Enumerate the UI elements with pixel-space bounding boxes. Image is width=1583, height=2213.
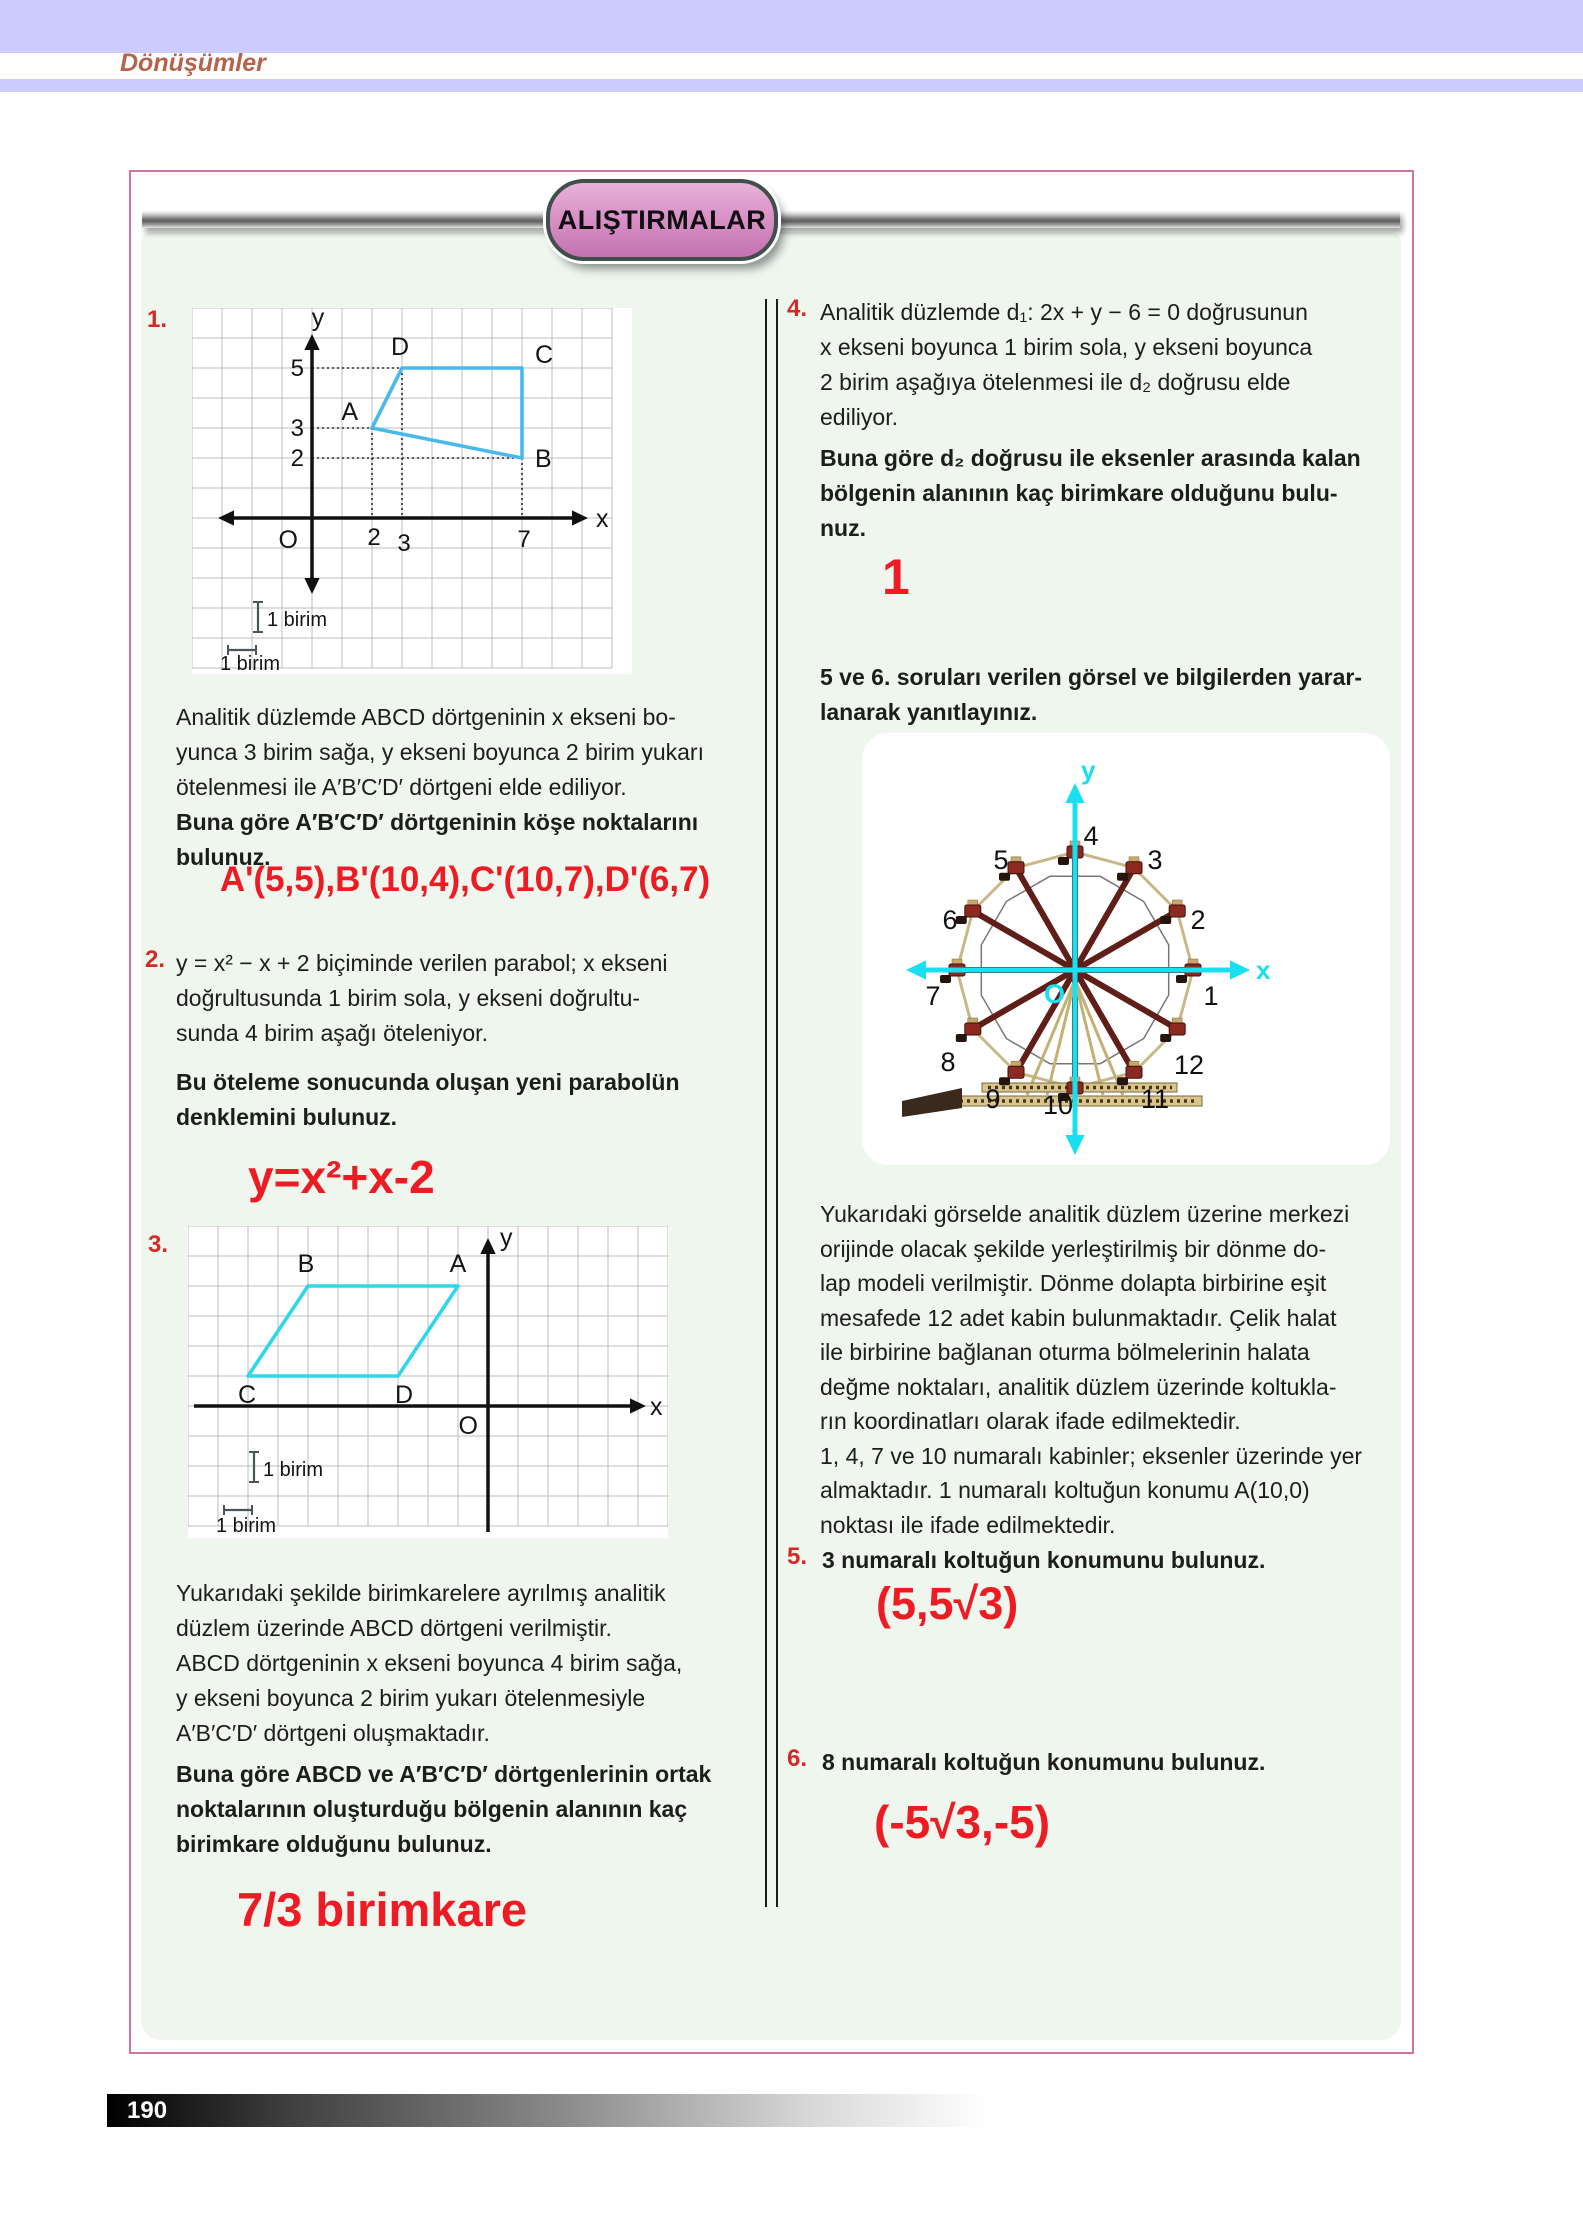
text-line: Yukarıdaki şekilde birimkarelere ayrılmış analitik [176, 1580, 666, 1606]
svg-text:C: C [237, 1381, 256, 1409]
svg-text:7: 7 [925, 981, 941, 1011]
exercises-title-pill [546, 179, 778, 261]
svg-text:12: 12 [1173, 1050, 1205, 1080]
svg-text:3: 3 [397, 530, 411, 557]
exercises-title: ALIŞTIRMALAR [557, 204, 767, 235]
svg-text:11: 11 [1140, 1084, 1170, 1114]
svg-text:4: 4 [1083, 821, 1099, 851]
svg-text:1 birim: 1 birim [267, 609, 328, 631]
problem-5-answer: (5,5√3) [876, 1578, 1019, 1629]
svg-text:3: 3 [290, 415, 304, 442]
text-line: denklemini bulunuz. [176, 1104, 398, 1130]
svg-text:1 birim: 1 birim [263, 1459, 324, 1481]
problem-3-answer: 7/3 birimkare [237, 1883, 528, 1936]
problem-6-answer: (-5√3,-5) [874, 1796, 1051, 1848]
svg-text:B: B [535, 445, 552, 473]
page-number: 190 [127, 2097, 168, 2124]
text-line: ile birbirine bağlanan oturma bölmelerinin halata [820, 1339, 1310, 1365]
text-line: 3 numaralı koltuğun konumunu bulunuz. [822, 1547, 1266, 1573]
text-line: bulunuz. [176, 844, 271, 870]
text-line: ötelenmesi ile A′B′C′D′ dörtgeni elde ediliyor. [176, 774, 627, 800]
text-line: değme noktaları, analitik düzlem üzerinde koltukla- [820, 1373, 1337, 1400]
problem-4-number: 4. [787, 295, 808, 322]
problem-3-number: 3. [148, 1231, 169, 1258]
text-line: rın koordinatları olarak ifade edilmektedir. [820, 1408, 1241, 1434]
text-line: 1, 4, 7 ve 10 numaralı kabinler; eksenler üzerinde yer [820, 1442, 1363, 1469]
text-line: lap modeli verilmiştir. Dönme dolapta birbirine eşit [820, 1270, 1327, 1296]
text-line: sunda 4 birim aşağı öteleniyor. [176, 1020, 488, 1046]
problem-1-number: 1. [147, 306, 168, 333]
svg-text:10: 10 [1042, 1090, 1074, 1120]
problem-1-answer: A'(5,5),B'(10,4),C'(10,7),D'(6,7) [219, 860, 711, 899]
text-line: mesafede 12 adet kabin bulunmaktadır. Çelik halat [820, 1304, 1337, 1331]
svg-text:O: O [278, 526, 298, 554]
problem-4-answer: 1 [882, 549, 910, 605]
text-line: y = x² − x + 2 biçiminde verilen parabol; x ekseni [176, 950, 668, 976]
svg-text:A: A [341, 398, 358, 426]
text-line: Analitik düzlemde d₁: 2x + y − 6 = 0 doğrusunun [820, 299, 1308, 325]
text-line: 2 birim aşağıya ötelenmesi ile d₂ doğrusu elde [820, 369, 1291, 395]
svg-text:1 birim: 1 birim [220, 653, 281, 674]
text-line: x ekseni boyunca 1 birim sola, y ekseni boyunca [820, 334, 1313, 360]
svg-text:5: 5 [290, 355, 304, 382]
svg-text:y: y [1081, 755, 1096, 785]
text-line: A′B′C′D′ dörtgeni oluşmaktadır. [176, 1720, 490, 1746]
problem-4-text [820, 295, 1361, 546]
svg-text:O: O [1043, 979, 1065, 1009]
text-line: birimkare olduğunu bulunuz. [176, 1831, 492, 1857]
text-line: ediliyor. [820, 404, 898, 430]
text-line: bölgenin alanının kaç birimkare olduğunu bulu- [820, 480, 1338, 506]
problem-2-text [176, 946, 680, 1135]
svg-text:B: B [297, 1250, 315, 1278]
svg-text:3: 3 [1147, 845, 1163, 875]
text-line: Analitik düzlemde ABCD dörtgeninin x ekseni bo- [176, 704, 676, 730]
text-line: orijinde olacak şekilde yerleştirilmiş bir dönme do- [820, 1235, 1327, 1262]
svg-text:x: x [596, 505, 609, 533]
ferris-description [820, 1197, 1362, 1542]
text-line: Yukarıdaki görselde analitik düzlem üzerine merkezi [820, 1201, 1350, 1227]
text-line: almaktadır. 1 numaralı koltuğun konumu A(10,0) [820, 1477, 1310, 1503]
ferris-wheel-figure [862, 733, 1390, 1165]
text-line: Buna göre A′B′C′D′ dörtgeninin köşe noktalarını [176, 809, 699, 835]
text-line: noktalarının oluşturduğu bölgenin alanının kaç [176, 1796, 688, 1822]
text-line: Buna göre ABCD ve A′B′C′D′ dörtgenlerinin ortak [176, 1761, 712, 1787]
text-line: 5 ve 6. soruları verilen görsel ve bilgilerden yarar- [820, 664, 1363, 690]
text-line: lanarak yanıtlayınız. [820, 699, 1038, 725]
questions-5-6-intro [820, 660, 1362, 730]
header-bottom-band [0, 79, 1583, 92]
section-title: Dönüşümler [120, 49, 266, 77]
problem-6-number: 6. [787, 1745, 808, 1772]
problem-5-text [822, 1543, 1265, 1578]
svg-text:C: C [535, 341, 554, 369]
problem-1-figure [192, 308, 632, 679]
svg-text:y: y [500, 1226, 513, 1252]
text-line: Buna göre d₂ doğrusu ile eksenler arasında kalan [820, 445, 1361, 471]
text-line: ABCD dörtgeninin x ekseni boyunca 4 birim sağa, [176, 1650, 683, 1676]
text-line: Bu öteleme sonucunda oluşan yeni parabolün [176, 1069, 680, 1095]
svg-text:x: x [1256, 955, 1271, 985]
text-line: doğrultusunda 1 birim sola, y ekseni doğrultu- [176, 985, 641, 1011]
problem-6-text [822, 1745, 1265, 1780]
header-top-band [0, 0, 1583, 53]
svg-text:D: D [394, 1381, 414, 1409]
svg-text:7: 7 [517, 526, 531, 553]
problem-2-number: 2. [145, 946, 166, 973]
text-line: y ekseni boyunca 2 birim yukarı ötelenmesiyle [176, 1685, 646, 1711]
problem-3-text [176, 1576, 711, 1862]
svg-text:2: 2 [290, 445, 304, 472]
text-line: yunca 3 birim sağa, y ekseni boyunca 2 birim yukarı [176, 739, 704, 765]
problem-5-number: 5. [787, 1543, 808, 1570]
svg-text:y: y [311, 308, 325, 332]
svg-text:D: D [390, 333, 410, 361]
text-line: 8 numaralı koltuğun konumunu bulunuz. [822, 1749, 1266, 1775]
column-divider [765, 299, 778, 1907]
svg-text:9: 9 [985, 1084, 1001, 1114]
svg-text:O: O [458, 1412, 478, 1440]
problem-1-text [176, 700, 704, 875]
svg-text:x: x [650, 1393, 663, 1421]
svg-text:2: 2 [367, 524, 381, 551]
svg-text:1 birim: 1 birim [216, 1515, 277, 1537]
svg-text:1: 1 [1203, 981, 1219, 1011]
svg-text:6: 6 [942, 905, 958, 935]
problem-2-answer: y=x²+x-2 [248, 1151, 435, 1203]
svg-text:5: 5 [993, 845, 1009, 875]
svg-text:A: A [449, 1250, 467, 1278]
svg-text:2: 2 [1190, 905, 1206, 935]
problem-3-figure [188, 1226, 668, 1543]
text-line: düzlem üzerinde ABCD dörtgeni verilmiştir. [176, 1615, 612, 1641]
page-number-bar [107, 2094, 1015, 2127]
svg-text:8: 8 [940, 1047, 956, 1077]
text-line: noktası ile ifade edilmektedir. [820, 1511, 1116, 1538]
text-line: nuz. [820, 515, 866, 541]
